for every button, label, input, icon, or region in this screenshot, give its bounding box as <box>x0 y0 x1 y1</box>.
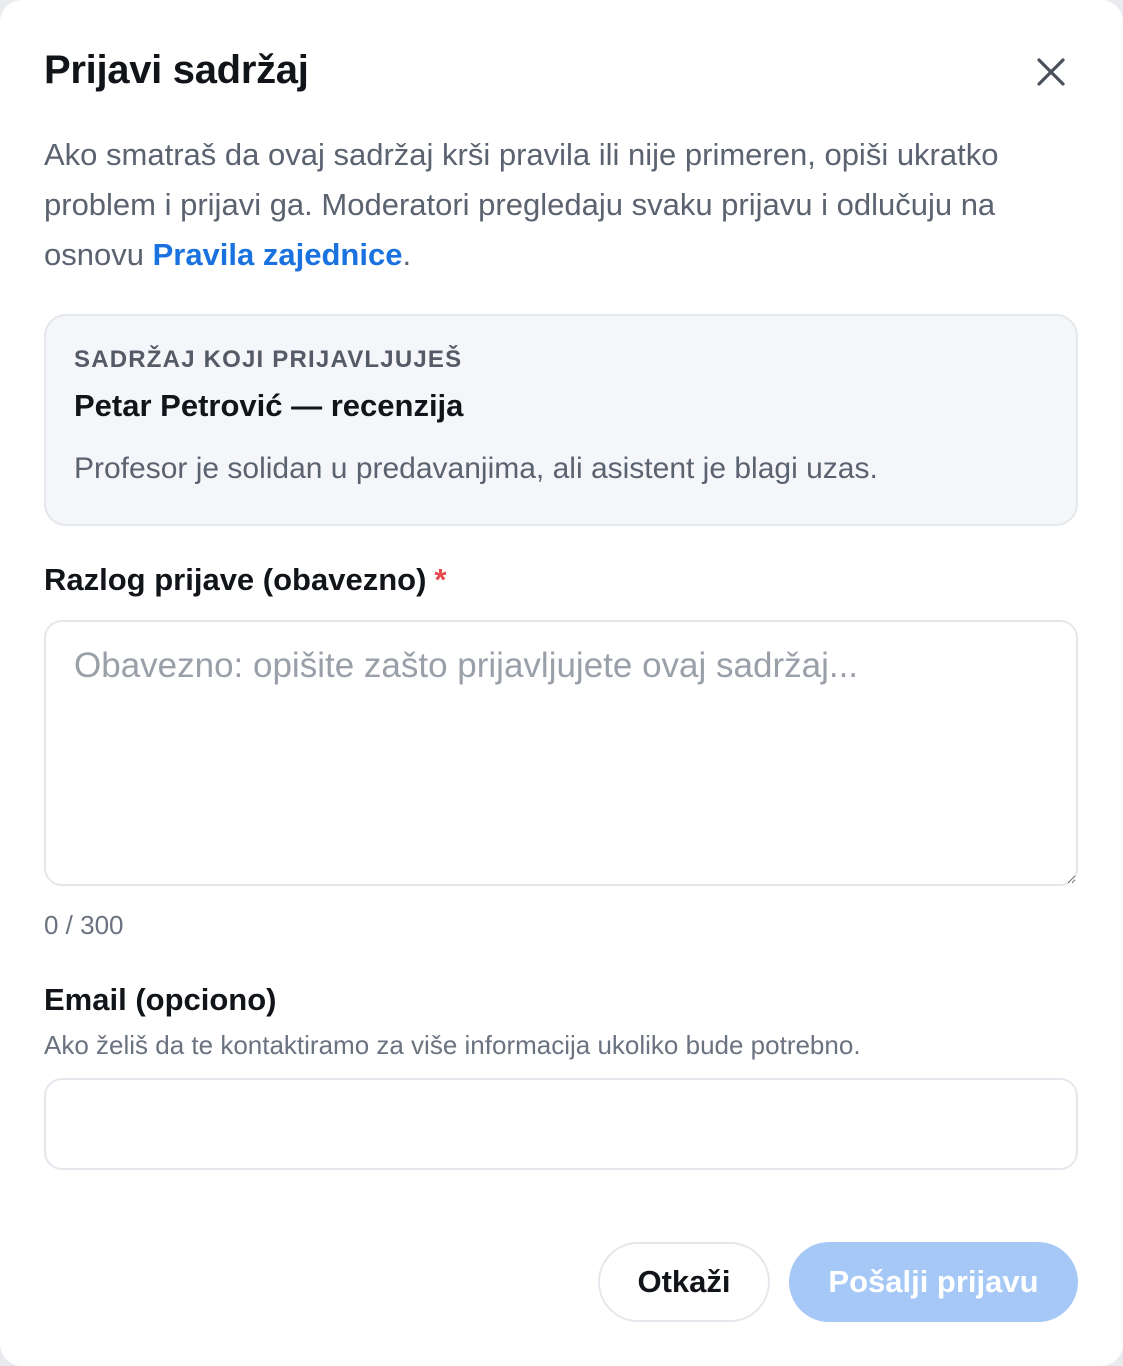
char-counter: 0 / 300 <box>44 910 124 940</box>
reported-content-caption: SADRŽAJ KOJI PRIJAVLJUJEŠ <box>74 346 463 373</box>
cancel-button[interactable]: Otkaži <box>598 1242 770 1322</box>
reason-label-text: Razlog prijave (obavezno) <box>44 562 427 597</box>
reported-content-text: Profesor je solidan u predavanjima, ali asistent je blagi uzas. <box>74 452 878 485</box>
dialog-header <box>44 44 1079 104</box>
intro-text: Ako smatraš da ovaj sadržaj krši pravila ili nije primeren, opiši ukratko problem i prijavi ga. Moderatori pregledaju svaku prijavu i odlučuju na osnovu <box>44 137 999 272</box>
intro-end: . <box>402 237 412 272</box>
email-input[interactable] <box>44 1078 1078 1170</box>
email-help-text: Ako želiš da te kontaktiramo za više informacija ukoliko bude potrebno. <box>44 1030 861 1060</box>
dialog-title: Prijavi sadržaj <box>44 48 309 92</box>
reason-label <box>44 562 446 598</box>
reported-content-title: Petar Petrović — recenzija <box>74 388 464 423</box>
community-rules-link[interactable]: Pravila zajednice <box>152 237 403 272</box>
reported-content-card <box>44 314 1078 526</box>
submit-report-button[interactable]: Pošalji prijavu <box>789 1242 1078 1322</box>
close-icon <box>1036 57 1066 87</box>
dialog-intro <box>44 130 1084 280</box>
close-button[interactable] <box>1029 50 1073 94</box>
reason-textarea[interactable] <box>44 620 1078 886</box>
email-label: Email (opciono) <box>44 982 277 1017</box>
required-mark: * <box>434 562 447 597</box>
